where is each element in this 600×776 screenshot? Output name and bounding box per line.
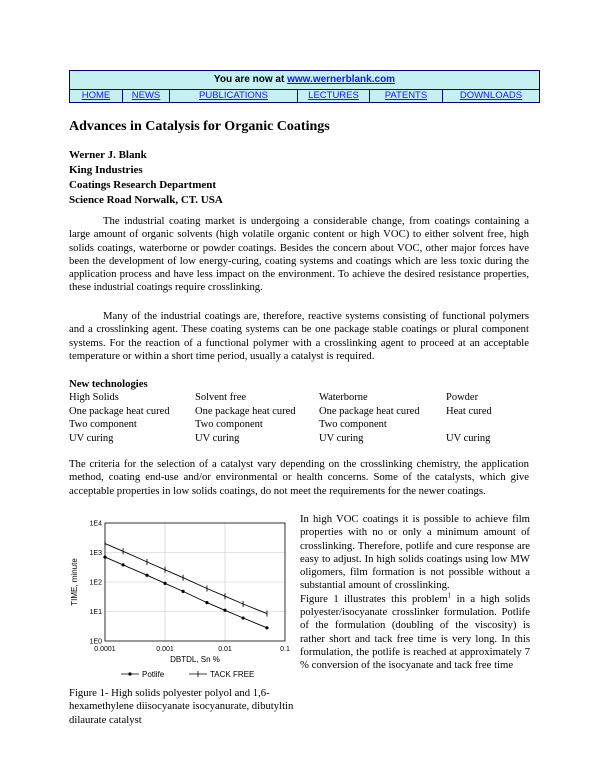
table-cell: Two component [69, 419, 137, 431]
chart-x-tick-label: 0.01 [218, 646, 232, 653]
nav-patents-link[interactable]: PATENTS [370, 90, 443, 102]
figure-1-paragraph-lead: Figure 1 illustrates this problem [300, 592, 448, 605]
chart-point-potlife [205, 601, 208, 604]
author-department: Coatings Research Department [69, 179, 217, 191]
author-name: Werner J. Blank [69, 149, 147, 161]
chart-grid [105, 523, 285, 641]
legend-potlife-marker [128, 672, 131, 675]
technologies-table [69, 391, 492, 445]
table-cell: Solvent free [195, 392, 247, 403]
chart-y-axis-label: TIME, minute [70, 558, 79, 606]
intro-paragraph: The industrial coating market is undergoing a considerable change, from coatings containing a large amount of organic solvents (high volatile organic content or high VOC) to either solvent free, high solids coatings, waterborne or powder coatings. Besides the concern about VOC, other major forces have been the development of low energy-curing, coating systems and coatings which are less toxic during the application process and have less impact on the environment. To achieve the desired resistance properties, these industrial coatings require crosslinking. [69, 215, 529, 294]
nav-lectures-link[interactable]: LECTURES [298, 90, 370, 102]
chart-y-ticks [90, 521, 103, 646]
chart-y-tick-label: 1E0 [89, 638, 102, 646]
figure-1-paragraph [300, 593, 530, 673]
chart-point-potlife [223, 609, 226, 612]
high-voc-paragraph: In high VOC coatings it is possible to achieve film properties with no or only a minimum amount of crosslinking. Therefore, potlife and cure response are easy to adjust. In high solids coatings using low MW oligomers, film formation is not possible without a substantial amount of crosslinking. [300, 513, 530, 592]
author-address: Science Road Norwalk, CT. USA [69, 194, 223, 206]
chart-x-tick-label: 0.0001 [94, 646, 116, 653]
site-nav-bar [69, 70, 540, 103]
table-cell: UV curing [195, 432, 240, 444]
nav-downloads-link[interactable]: DOWNLOADS [459, 90, 523, 101]
chart-series [103, 541, 268, 630]
author-block [69, 148, 223, 208]
footnote-reference[interactable]: 1 [447, 591, 452, 600]
chart-y-tick-label: 1E4 [89, 520, 102, 528]
site-location-banner [70, 71, 539, 90]
table-cell: UV curing [446, 432, 491, 444]
table-row [69, 391, 492, 405]
table-row [69, 405, 492, 419]
technologies-heading: New technologies [69, 378, 148, 390]
chart-point-potlife [145, 574, 148, 577]
nav-home-link[interactable]: HOME [70, 90, 123, 102]
table-cell: UV curing [319, 432, 364, 444]
chart-x-tick-label: 0.1 [280, 646, 290, 653]
nav-news-link[interactable]: NEWS [123, 90, 170, 102]
right-column-text [300, 513, 530, 705]
legend-potlife-label: Potlife [142, 670, 165, 679]
table-cell: One package heat cured [69, 405, 170, 417]
table-cell: High Solids [69, 392, 119, 403]
chart-y-tick-label: 1E1 [89, 609, 102, 616]
chart-point-potlife [181, 590, 184, 593]
site-home-link[interactable]: www.wernerblank.com [287, 74, 396, 85]
figure-1-chart [69, 515, 297, 685]
table-cell: Powder [446, 392, 479, 403]
table-cell: Two component [319, 419, 387, 431]
chart-point-potlife [121, 563, 124, 566]
chart-x-tick-label: 0.001 [156, 646, 174, 653]
table-cell: UV curing [69, 432, 114, 444]
table-cell: One package heat cured [195, 405, 296, 417]
chart-y-tick-label: 1E2 [89, 579, 102, 587]
legend-tackfree-label: TACK FREE [210, 670, 255, 679]
nav-publications-link[interactable]: PUBLICATIONS [170, 90, 298, 102]
chart-point-potlife [163, 582, 166, 585]
table-row [69, 432, 492, 446]
table-row [69, 418, 492, 432]
table-cell: Two component [195, 419, 263, 431]
criteria-paragraph: The criteria for the selection of a catalyst vary depending on the crosslinking chemistry, the application method, coating end-use and/or environmental or health concerns. Some of the catalysts, which give acceptable properties in low solids coatings, do not meet the requirements for the newer coatings. [69, 458, 529, 497]
chart-point-potlife [241, 616, 244, 619]
chart-point-potlife [265, 626, 268, 629]
nav-links [70, 90, 539, 102]
chart-y-tick-label: 1E3 [89, 550, 102, 557]
table-cell: One package heat cured [319, 405, 420, 417]
chart-legend [121, 670, 254, 679]
table-cell [446, 418, 492, 432]
table-cell: Heat cured [446, 405, 492, 417]
paper-title: Advances in Catalysis for Organic Coatings [69, 119, 330, 134]
table-cell: Waterborne [319, 392, 368, 403]
chart-x-ticks [94, 646, 290, 653]
figure-1-caption: Figure 1- High solids polyester polyol and 1,6-hexamethylene diisocyanate isocyanurate, dibutyltin dilaurate catalyst [69, 687, 294, 726]
systems-paragraph: Many of the industrial coatings are, therefore, reactive systems consisting of functional polymers and a crosslinking agent. These coating systems can be one package stable coatings or plural component systems. For the reaction of a functional polymer with a crosslinking agent to proceed at an acceptable temperature or within a short time period, usually a catalyst is required. [69, 310, 529, 362]
chart-x-axis-label: DBTDL, Sn % [170, 655, 220, 664]
author-company: King Industries [69, 164, 143, 176]
figure-1-paragraph-rest: in a high solids polyester/isocyanate crosslinker formulation. Potlife of the formulation (doubling of the viscosity) is rather short and tack free time is very long. In this formulation, the potlife is reached at approximately 7 % conversion of the isocyanate and tack free time [300, 592, 530, 672]
chart-point-potlife [103, 555, 106, 558]
site-location-text: You are now at [213, 74, 288, 85]
